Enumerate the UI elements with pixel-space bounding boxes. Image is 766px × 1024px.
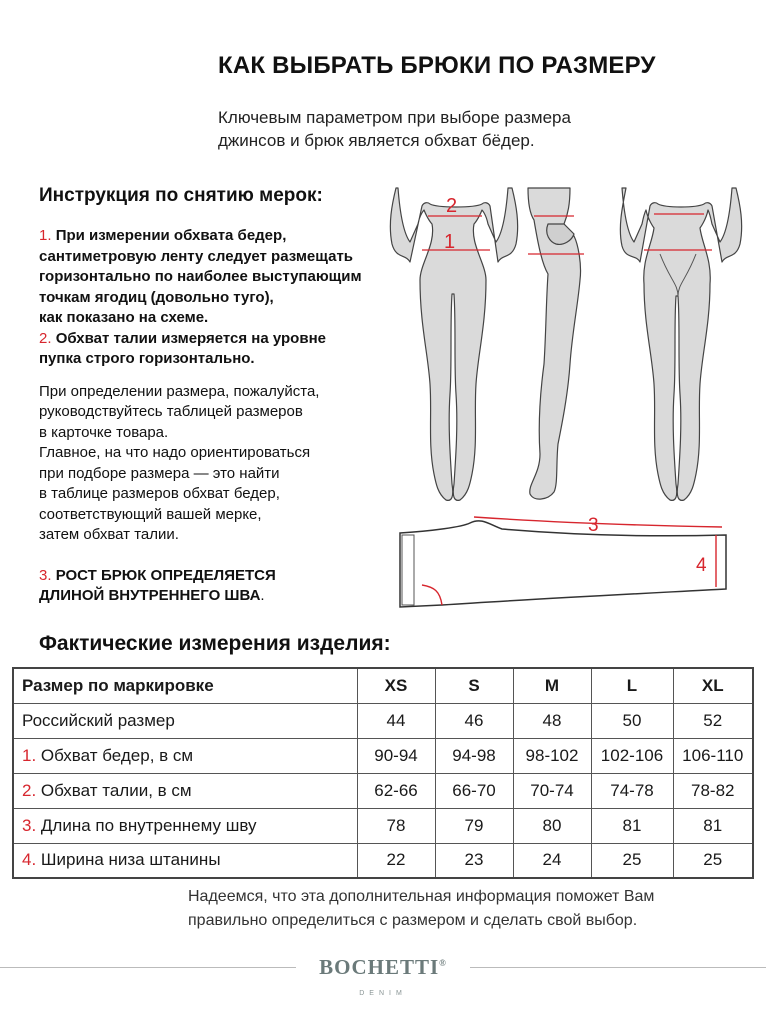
size-header-cell: XL — [673, 668, 753, 703]
pants-measurement-illustration — [392, 505, 742, 615]
note-line: соответствующий вашей мерке, — [39, 505, 262, 523]
measure-label-1: 1 — [444, 231, 456, 253]
table-row — [13, 808, 753, 843]
table-cell: 46 — [435, 703, 513, 738]
table-cell: 24 — [513, 843, 591, 878]
table-cell: 90-94 — [357, 738, 435, 773]
intro-line: Ключевым параметром при выборе размера — [218, 108, 571, 127]
table-cell: 78 — [357, 808, 435, 843]
table-cell: 74-78 — [591, 773, 673, 808]
table-cell: 102-106 — [591, 738, 673, 773]
table-row — [13, 773, 753, 808]
table-heading: Фактические измерения изделия: — [39, 632, 391, 655]
measure-label-4: 4 — [696, 555, 707, 576]
table-cell: 80 — [513, 808, 591, 843]
table-cell: 62-66 — [357, 773, 435, 808]
size-table — [12, 667, 754, 879]
measure-label-2: 2 — [446, 195, 458, 217]
table-cell: 78-82 — [673, 773, 753, 808]
header-label-cell: Размер по маркировке — [13, 668, 357, 703]
table-cell: 52 — [673, 703, 753, 738]
instruction-3-line: 3. РОСТ БРЮК ОПРЕДЕЛЯЕТСЯ — [39, 566, 276, 584]
note-line: в карточке товара. — [39, 423, 169, 441]
row-label-cell: 1. Обхват бедер, в см — [13, 738, 357, 773]
table-row — [13, 843, 753, 878]
table-cell: 98-102 — [513, 738, 591, 773]
instruction-number: 2. — [39, 329, 52, 347]
table-cell: 23 — [435, 843, 513, 878]
instruction-1-line: 1. При измерении обхвата бедер, — [39, 227, 287, 244]
size-header-cell: XS — [357, 668, 435, 703]
table-cell: 48 — [513, 703, 591, 738]
figure-back — [620, 188, 741, 500]
note-line: при подборе размера — это найти — [39, 464, 280, 482]
note-line: Главное, на что надо ориентироваться — [39, 444, 311, 461]
page-title: КАК ВЫБРАТЬ БРЮКИ ПО РАЗМЕРУ — [218, 52, 656, 79]
table-row — [13, 738, 753, 773]
instruction-1-line: сантиметровую ленту следует размещать — [39, 247, 354, 265]
closing-text — [188, 885, 748, 933]
row-label-cell: 3. Длина по внутреннему шву — [13, 808, 357, 843]
instruction-2-line: пупка строго горизонтально. — [39, 350, 255, 367]
table-cell: 81 — [591, 808, 673, 843]
table-cell: 70-74 — [513, 773, 591, 808]
instructions-block — [39, 226, 399, 607]
measure-label-3: 3 — [588, 515, 599, 536]
table-header-row — [13, 668, 753, 703]
table-cell: 50 — [591, 703, 673, 738]
table-cell: 79 — [435, 808, 513, 843]
table-cell: 106-110 — [673, 738, 753, 773]
body-measurement-illustration — [378, 184, 750, 514]
table-cell: 81 — [673, 808, 753, 843]
instruction-3-line: ДЛИНОЙ ВНУТРЕННЕГО ШВА. — [39, 587, 265, 604]
size-header-cell: M — [513, 668, 591, 703]
closing-line: Надеемся, что эта дополнительная информация поможет Вам — [188, 888, 655, 905]
figure-side — [528, 188, 581, 499]
note-line: руководствуйтесь таблицей размеров — [39, 403, 303, 420]
table-cell: 66-70 — [435, 773, 513, 808]
table-cell: 22 — [357, 843, 435, 878]
row-label-cell: 2. Обхват талии, в см — [13, 773, 357, 808]
instruction-number: 1. — [39, 227, 52, 244]
table-cell: 25 — [673, 843, 753, 878]
intro-text — [218, 106, 638, 152]
brand-logo: BOCHETTI® — [319, 955, 447, 979]
instruction-1-line: горизонтально по наиболее выступающим — [39, 268, 362, 285]
note-line: При определении размера, пожалуйста, — [39, 382, 320, 400]
footer-divider — [0, 967, 296, 968]
instruction-2-line: 2. Обхват талии измеряется на уровне — [39, 329, 326, 347]
closing-line: правильно определиться с размером и сделать свой выбор. — [188, 912, 638, 929]
brand-subtitle: DENIM — [359, 990, 407, 997]
table-row — [13, 703, 753, 738]
row-label-cell: 4. Ширина низа штанины — [13, 843, 357, 878]
intro-line: джинсов и брюк является обхват бёдер. — [218, 131, 535, 150]
size-header-cell: S — [435, 668, 513, 703]
row-label-cell: Российский размер — [13, 703, 357, 738]
table-cell: 25 — [591, 843, 673, 878]
instruction-1-line: точкам ягодиц (довольно туго), — [39, 288, 274, 306]
table-cell: 44 — [357, 703, 435, 738]
footer-divider — [470, 967, 766, 968]
note-line: затем обхват талии. — [39, 526, 179, 543]
size-header-cell: L — [591, 668, 673, 703]
instruction-1-line: как показано на схеме. — [39, 309, 209, 326]
note-line: в таблице размеров обхват бедер, — [39, 485, 280, 502]
instruction-number: 3. — [39, 566, 52, 584]
table-cell: 94-98 — [435, 738, 513, 773]
instructions-heading: Инструкция по снятию мерок: — [39, 185, 323, 206]
